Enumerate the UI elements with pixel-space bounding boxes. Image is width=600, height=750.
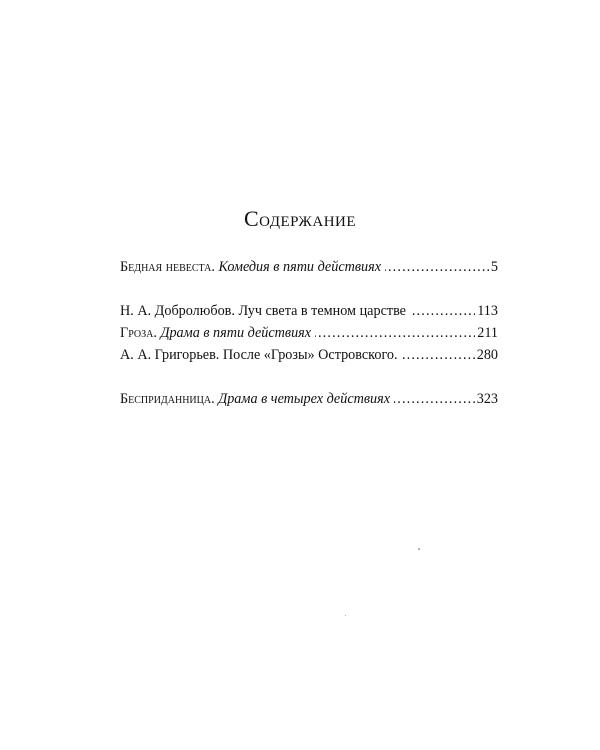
table-of-contents [120, 256, 498, 410]
page-title: Содержание [243, 206, 357, 231]
toc-entry-groza[interactable] [120, 322, 498, 344]
separator: . [231, 303, 239, 319]
separator: . [211, 391, 219, 407]
toc-entry-posle-grozy[interactable] [120, 344, 498, 366]
page-number: 211 [477, 325, 498, 341]
dot-leader [385, 256, 489, 278]
dot-leader [402, 344, 475, 366]
author-name: А. А. Григорьев [120, 347, 216, 363]
dot-leader [394, 388, 475, 410]
author-name: Н. А. Добролюбов [120, 303, 232, 319]
page-number: 113 [477, 303, 498, 319]
page-number: 5 [490, 259, 498, 275]
page-number: 323 [476, 391, 498, 407]
page-number: 280 [476, 347, 498, 363]
work-title: Бесприданница [120, 391, 212, 407]
group-spacer [120, 366, 498, 388]
dot-leader [410, 300, 475, 322]
toc-entry-bespridannitsa[interactable] [120, 388, 498, 410]
work-title: После «Грозы» Островского. [222, 347, 398, 363]
work-subtitle: Драма в четырех действиях [218, 391, 391, 407]
group-spacer [120, 278, 498, 300]
work-title: Луч света в темном царстве [238, 303, 406, 319]
separator: . [215, 347, 223, 363]
toc-entry-luch-sveta[interactable] [120, 300, 498, 322]
work-title: Бедная невеста [120, 259, 212, 275]
work-title: Гроза [120, 325, 154, 341]
work-subtitle: Драма в пяти действиях [160, 325, 312, 341]
separator: . [211, 259, 219, 275]
separator: . [153, 325, 161, 341]
toc-entry-bednaya-nevesta[interactable] [120, 256, 498, 278]
dot-leader [315, 322, 475, 344]
work-subtitle: Комедия в пяти действиях [218, 259, 382, 275]
